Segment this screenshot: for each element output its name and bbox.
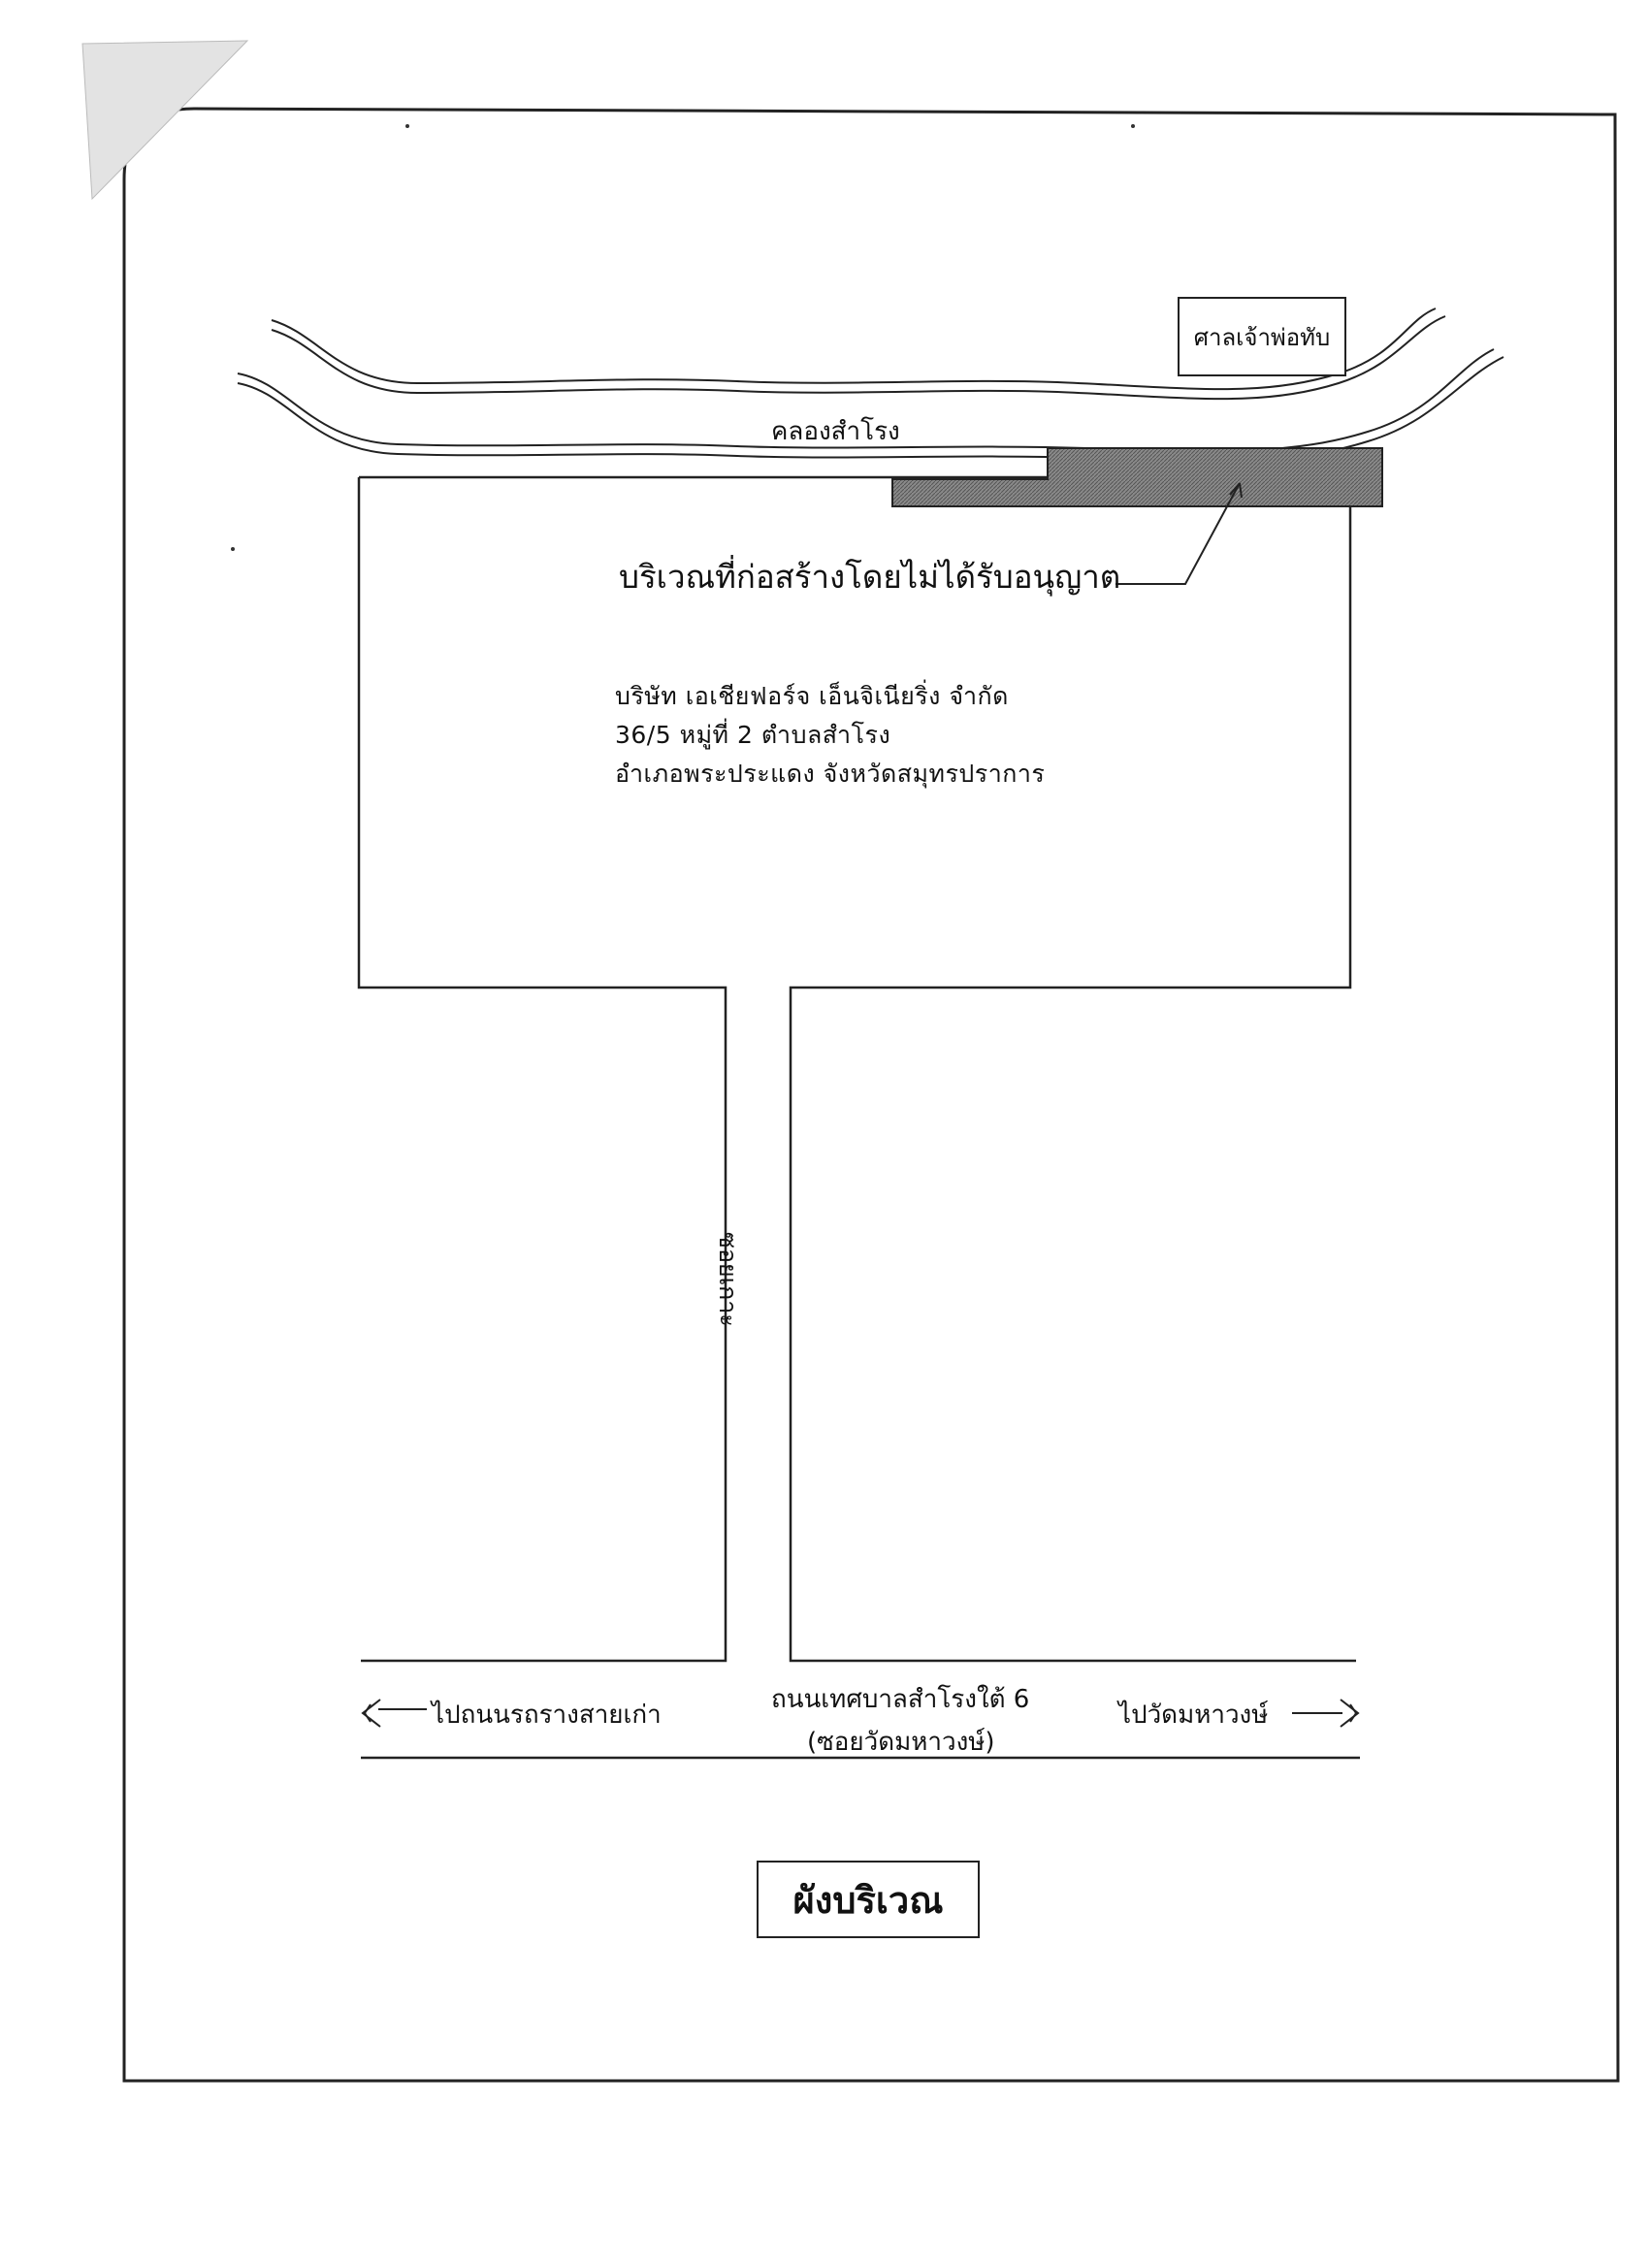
map-title: ผังบริเวณ [757, 1861, 980, 1938]
road-name: ถนนเทศบาลสำโรงใต้ 6 [771, 1685, 1030, 1714]
canal-label: คลองสำโรง [771, 417, 900, 446]
unauthorized-area-callout: บริเวณที่ก่อสร้างโดยไม่ได้รับอนุญาต [619, 558, 1121, 596]
left-direction-label: ไปถนนรถรางสายเก่า [432, 1701, 662, 1730]
page-frame [124, 109, 1618, 2081]
right-direction-arrow [1292, 1700, 1358, 1727]
company-name: บริษัท เอเชียฟอร์จ เอ็นจิเนียริ่ง จำกัด [615, 682, 1009, 710]
factory-lot-outline [359, 477, 1356, 1661]
address-district: อำเภอพระประแดง จังหวัดสมุทรปราการ [615, 760, 1046, 788]
left-direction-arrow [363, 1700, 427, 1727]
scan-corner-artifact [82, 41, 247, 199]
road-alt-name: (ซอยวัดมหาวงษ์) [807, 1728, 995, 1757]
shrine-label: ศาลเจ้าพ่อทับ [1178, 297, 1346, 376]
right-direction-label: ไปวัดมหาวงษ์ [1118, 1701, 1269, 1730]
soi-label: ซอยเกาะ [714, 1232, 742, 1327]
address-line: 36/5 หมู่ที่ 2 ตำบลสำโรง [615, 721, 891, 749]
